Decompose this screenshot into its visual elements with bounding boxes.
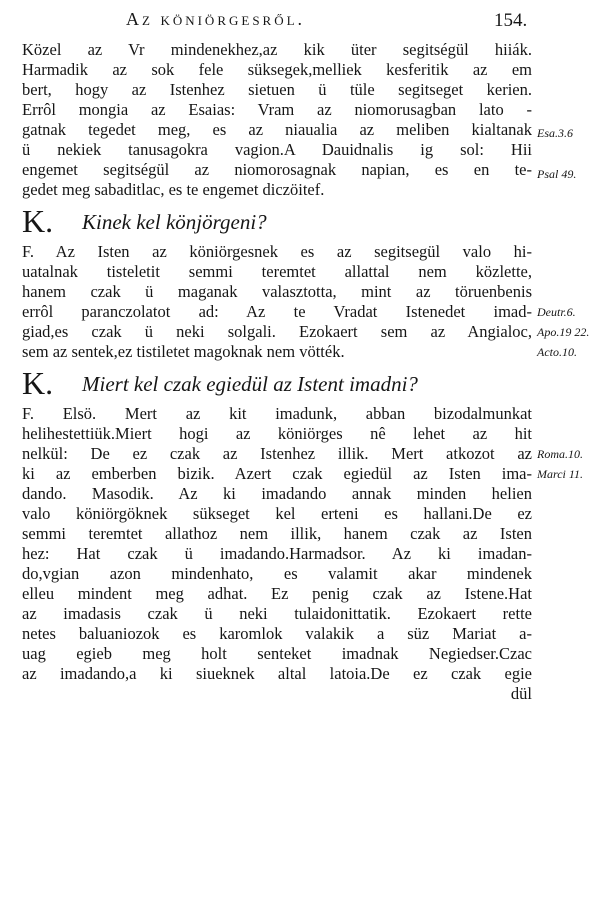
catchword: dül	[510, 684, 532, 703]
text-line: engemet segitségül az niomorosagnak napian, es en te-	[22, 160, 532, 179]
text-line: semmi teremtet allathoz nem illik, hanem czak az Isten	[22, 524, 532, 543]
text-line: uatalnak tisteletit semmi teremtet allattal nem közlette,	[22, 262, 532, 281]
question-letter: K.	[22, 366, 54, 400]
text-line: dando. Masodik. Az ki imadando annak minden helien	[22, 484, 532, 503]
text-line: giad,es czak ü neki solgali. Ezokaert sem az Angialoc,	[22, 322, 532, 341]
question-heading	[22, 366, 582, 400]
margin-reference: Esa.3.6	[537, 126, 573, 140]
margin-reference: Roma.10.	[537, 447, 583, 461]
margin-reference: Apo.19 22.	[537, 325, 590, 339]
text-line: Errôl mongia az Esaias: Vram az niomorusagban lato -	[22, 100, 532, 119]
text-line: hanem czak ü maganak valasztotta, mint az töruenbenis	[22, 282, 532, 301]
text-line: F. Az Isten az köniörgesnek es az segitsegül valo hi-	[22, 242, 532, 261]
page-number: 154.	[494, 10, 528, 31]
question-text: Kinek kel könjörgeni?	[82, 210, 267, 234]
margin-reference: Psal 49.	[537, 167, 577, 181]
question-text: Miert kel czak egiedül az Istent imadni?	[82, 372, 418, 396]
text-line: helihestettiük.Miert hogi az köniörges nê lehet az hit	[22, 424, 532, 443]
text-line: F. Elsö. Mert az kit imadunk, abban bizodalmunkat	[22, 404, 532, 423]
text-line: do,vgian azon mindenhato, es valamit akar mindenek	[22, 564, 532, 583]
text-line: Közel az Vr mindenekhez,az kik üter segitségül hiiák.	[22, 40, 532, 59]
text-line: ki az emberben bizik. Azert czak egiedül az Isten ima-	[22, 464, 532, 483]
text-line: hez: Hat czak ü imadando.Harmadsor. Az ki imadan-	[22, 544, 532, 563]
text-line: gatnak tegedet meg, es az niaualia az meliben kialtanak	[22, 120, 532, 139]
text-line: netes baluaniozok es karomlok valakik a süz Mariat a-	[22, 624, 532, 643]
text-line: errôl paranczolatot ad: Az te Vradat Istenedet imad-	[22, 302, 532, 321]
text-line: elleu mindent meg adhat. Ez penig czak az Istene.Hat	[22, 584, 532, 603]
text-line: bert, hogy az Istenhez sietuen ü tüle segitseget kerien.	[22, 80, 532, 99]
text-line: gedet meg sabaditlac, es te engemet diczöitef.	[22, 180, 325, 199]
text-line: valo köniörgöknek sükseget kel erteni es hallani.De ez	[22, 504, 532, 523]
page-header	[0, 0, 611, 30]
text-line: Harmadik az sok fele süksegek,melliek kesferitik az em	[22, 60, 532, 79]
text-line: ü nekiek tanusagokra vagion.A Dauidnalis ig sol: Hii	[22, 140, 532, 159]
question-letter: K.	[22, 204, 54, 238]
margin-reference: Marci 11.	[537, 467, 583, 481]
question-heading	[22, 204, 582, 238]
margin-reference: Deutr.6.	[537, 305, 576, 319]
margin-reference: Acto.10.	[537, 345, 577, 359]
running-title: Az köniörgesről.	[126, 9, 306, 29]
text-line: nelkül: De ez czak az Istenhez illik. Mert atkozot az	[22, 444, 532, 463]
text-line: az imadando,a ki siueknek altal latoia.De ez czak egie	[22, 664, 532, 683]
text-line: uag egieb meg holt senteket imadnak Negiedser.Czac	[22, 644, 532, 663]
text-line: az imadasis czak ü neki tulaidonittatik. Ezokaert rette	[22, 604, 532, 623]
text-line: sem az sentek,ez tistiletet magoknak nem vötték.	[22, 342, 345, 361]
